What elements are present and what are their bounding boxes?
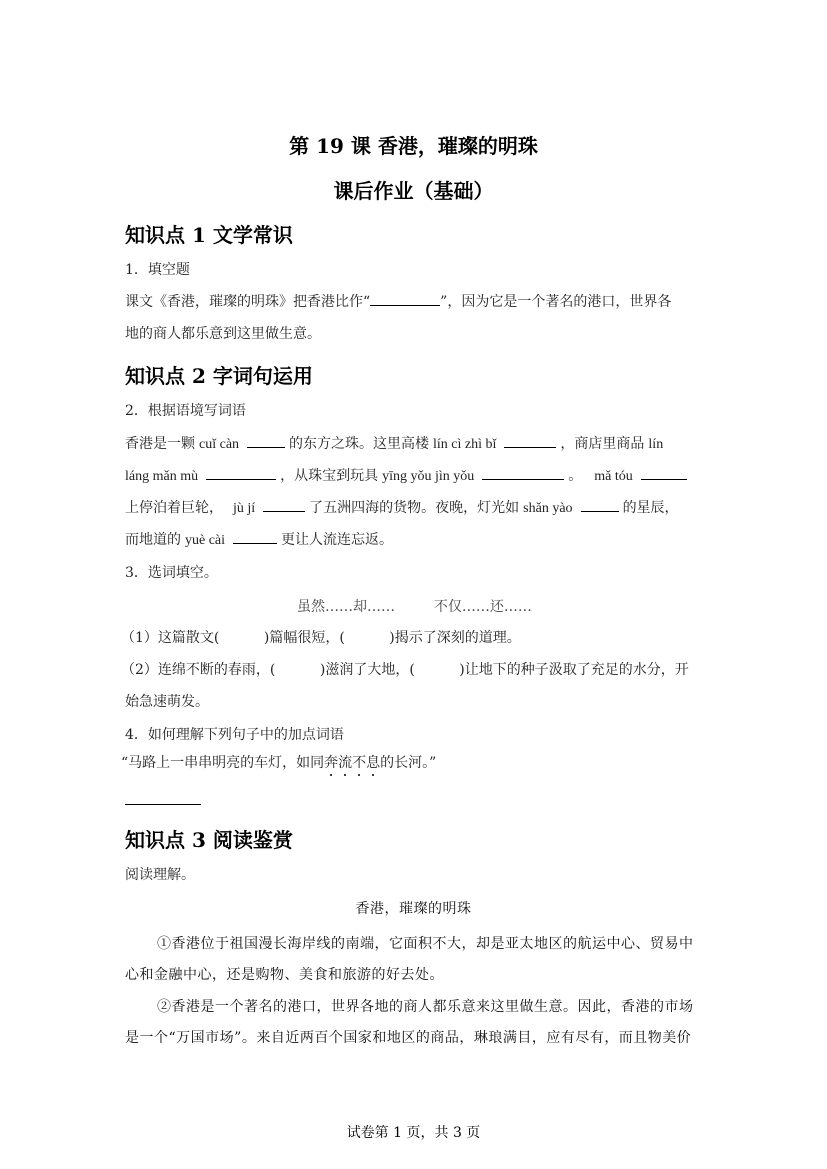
question-2-label: 2．根据语境写词语 <box>125 403 246 419</box>
quote-text: “马路上一串串明亮的车灯，如同 <box>121 755 325 771</box>
pinyin: jù jí <box>233 501 256 516</box>
dotted-char: 息 <box>366 755 381 771</box>
passage-paragraph-1: ①香港位于祖国漫长海岸线的南端，它面积不大，却是亚太地区的航运中心、贸易中 <box>157 936 694 952</box>
quote-text: 的长河。” <box>380 755 437 771</box>
question-2-line-2 <box>125 465 691 485</box>
question-1-text-a: 课文《香港，璀璨的明珠》把香港比作“ <box>125 294 371 310</box>
option-bujin-hai: 不仅……还…… <box>433 599 532 615</box>
question-3-item-2: （2）连绵不断的春雨，( )滋润了大地，( )让地下的种子汲取了充足的水分，开 <box>121 662 689 678</box>
dotted-char: 奔 <box>324 755 339 771</box>
page-footer: 试卷第 1 页，共 3 页 <box>346 1125 481 1141</box>
passage-paragraph-1-cont: 心和金融中心，还是购物、美食和旅游的好去处。 <box>125 967 444 983</box>
answer-blank[interactable] <box>263 510 305 512</box>
section-heading-1: 知识点 1 文学常识 <box>125 223 293 247</box>
pinyin: shǎn yào <box>523 501 573 516</box>
question-3-item-1: （1）这篇散文( )篇幅很短，( )揭示了深刻的道理。 <box>121 630 521 646</box>
option-suiran-que: 虽然……却…… <box>297 599 395 615</box>
pinyin: lín cì zhì bǐ <box>433 437 497 452</box>
lesson-title: 第 19 课 香港，璀璨的明珠 <box>289 134 538 158</box>
question-1-line-2: 地的商人都乐意到这里做生意。 <box>125 326 321 342</box>
q2-text: 的星辰， <box>622 500 679 516</box>
question-4-quote <box>121 752 436 772</box>
question-1-label: 1．填空题 <box>125 262 190 278</box>
answer-blank[interactable] <box>641 478 687 480</box>
q2-text: 上停泊着巨轮， <box>125 500 223 516</box>
answer-line[interactable] <box>125 804 201 805</box>
pinyin: láng mǎn mù <box>125 469 199 484</box>
question-2-line-3 <box>125 497 679 517</box>
question-4-label: 4．如何理解下列句子中的加点词语 <box>125 727 344 743</box>
answer-blank[interactable] <box>482 478 564 480</box>
passage-paragraph-2: ②香港是一个著名的港口，世界各地的商人都乐意来这里做生意。因此，香港的市场 <box>157 999 694 1015</box>
section-heading-2: 知识点 2 字词句运用 <box>125 364 313 388</box>
dotted-char: 流 <box>338 755 353 771</box>
question-2-line-1 <box>125 433 667 453</box>
question-3-label: 3．选词填空。 <box>125 565 218 581</box>
q2-text: 了五洲四海的货物。夜晚，灯光如 <box>309 500 520 516</box>
answer-blank[interactable] <box>233 542 277 544</box>
pinyin: mǎ tóu <box>594 469 633 484</box>
q2-text: 而地道的 <box>125 532 181 548</box>
q2-text: 。 <box>568 468 583 484</box>
q2-text: 的东方之珠。这里高楼 <box>289 436 430 452</box>
question-3-item-2-cont: 始急速萌发。 <box>125 694 209 710</box>
answer-blank[interactable] <box>206 478 276 480</box>
question-1-text-b: ”，因为它是一个著名的港口，世界各 <box>440 294 672 310</box>
passage-title: 香港，璀璨的明珠 <box>355 901 472 917</box>
question-2-line-4 <box>125 529 393 549</box>
dotted-char: 不 <box>352 755 367 771</box>
homework-subtitle: 课后作业（基础） <box>333 179 494 203</box>
answer-blank[interactable] <box>504 446 556 448</box>
section-heading-3: 知识点 3 阅读鉴赏 <box>125 828 293 852</box>
q2-text: ，商店里商品 <box>560 436 645 452</box>
pinyin: yuè cài <box>185 533 226 548</box>
q2-text: 更让人流连忘返。 <box>281 532 394 548</box>
q2-text: ，从珠宝到玩具 <box>280 468 379 484</box>
answer-blank[interactable] <box>581 510 619 512</box>
pinyin: lín <box>648 437 664 452</box>
answer-blank[interactable] <box>370 304 440 306</box>
passage-paragraph-2-cont: 是一个“万国市场”。来自近两百个国家和地区的商品，琳琅满目，应有尽有，而且物美价 <box>125 1030 692 1046</box>
answer-blank[interactable] <box>247 446 285 448</box>
reading-label: 阅读理解。 <box>125 867 195 883</box>
q2-text: 香港是一颗 <box>125 436 195 452</box>
pinyin: yīng yǒu jìn yǒu <box>382 469 475 484</box>
question-1-line-1 <box>125 291 671 311</box>
question-3-options <box>297 596 532 616</box>
pinyin: cuǐ càn <box>199 437 240 452</box>
